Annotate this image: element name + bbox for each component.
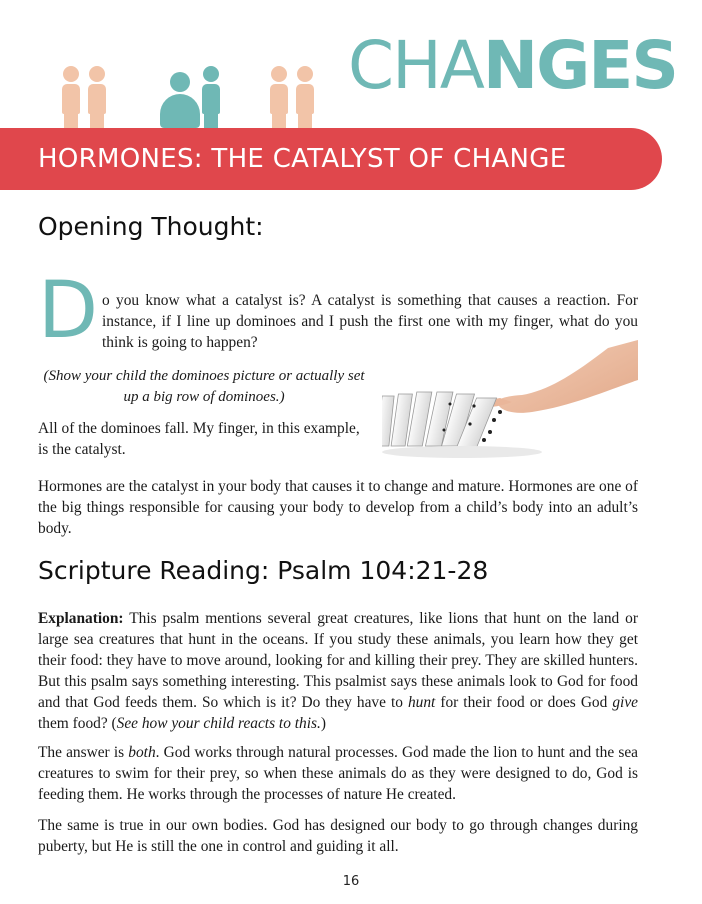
- title-banner: [0, 128, 662, 190]
- instruction-note: (Show your child the dominoes picture or actually set up a big row of dominoes.): [43, 368, 365, 405]
- brand-logo: CHANGES: [348, 27, 677, 104]
- page-number: 16: [342, 874, 360, 889]
- drop-cap: D: [38, 266, 99, 356]
- person-icon: [270, 66, 288, 128]
- opening-thought-heading: Opening Thought:: [38, 212, 264, 241]
- person-icon: [88, 66, 106, 128]
- scripture-reading-heading: Scripture Reading: Psalm 104:21-28: [38, 556, 489, 585]
- dominoes-photo: [382, 340, 638, 474]
- explanation-paragraph: Explanation: This psalm mentions several great creatures, like lions that hunt on the land or large sea creatures that hunt in the oceans. If you study these animals, you learn how they get their food: they have to move around, looking for and killing their prey. They are skilled hunters. But this psalm says something interesting. This psalmist says these animals look to God for food and that God feeds them. So which is it? Do they have to hunt for their food or does God give them food? (See how your child reacts to this.): [38, 610, 638, 732]
- person-icon: [296, 66, 314, 128]
- page-title: HORMONES: THE CATALYST OF CHANGE: [38, 144, 567, 174]
- dominoes-fall-paragraph: All of the dominoes fall. My finger, in this example, is the catalyst.: [38, 420, 360, 458]
- header-figures: [62, 66, 322, 128]
- intro-paragraph: o you know what a catalyst is? A catalyst is something that causes a reaction. For instance, if I line up dominoes and I push the first one with my finger, what do you think is going to happen?: [102, 292, 638, 351]
- parent-icon: [160, 72, 200, 128]
- person-icon: [202, 66, 220, 128]
- hormones-paragraph: Hormones are the catalyst in your body that causes it to change and mature. Hormones are one of the big things responsible for causing your body to develop from a child’s body into an adult’s body.: [38, 478, 638, 537]
- answer-paragraph: The answer is both. God works through natural processes. God made the lion to hunt and the sea creatures to swim for their prey, so when these animals do as they were designed to do, God is feeding them. He works through the processes of nature He created.: [38, 744, 638, 803]
- bodies-paragraph: The same is true in our own bodies. God has designed our body to go through changes during puberty, but He is still the one in control and guiding it all.: [38, 817, 638, 855]
- person-icon: [62, 66, 80, 128]
